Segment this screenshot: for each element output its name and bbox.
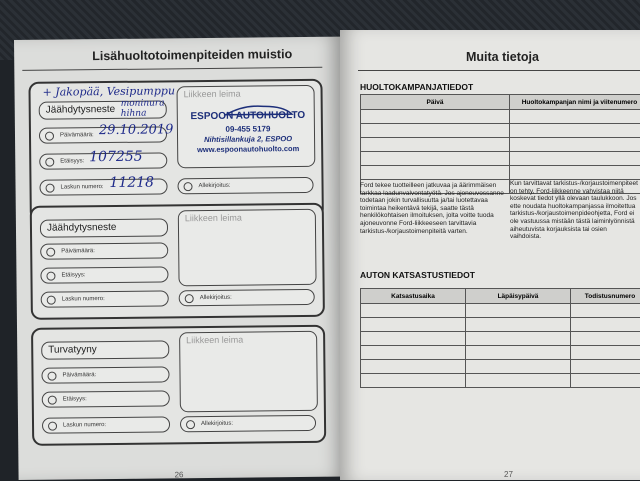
service-name-label: Turvatyyny <box>48 344 97 356</box>
circle-icon <box>46 272 55 281</box>
stamp-label: Liikkeen leima <box>184 89 241 100</box>
table-row <box>361 110 640 124</box>
shop-stamp-area <box>178 209 317 286</box>
mileage-label: Etäisyys: <box>60 158 84 164</box>
shop-stamp-area <box>179 331 318 412</box>
invoice-label: Laskun numero: <box>62 296 105 302</box>
invoice-field <box>41 290 169 307</box>
stamp-address: Nihtisillankuja 2, ESPOO <box>188 134 308 144</box>
service-box-3 <box>31 325 326 446</box>
signature-field <box>180 415 316 432</box>
handwritten-extra: moninura hihna <box>121 98 171 119</box>
table-row <box>361 318 640 332</box>
right-page <box>340 30 640 480</box>
circle-icon <box>186 420 195 429</box>
campaign-text-left: Ford tekee tuotteilleen jatkuvaa ja äärimmäisen tarkkaa laadunvalvontatyötä. Jos ajoneuvossanne todetaan jokin turvallisuutta ja/tai luotettavaa toimintaa heikentävä tekijä, saatte tästä henkilökohtaisen ilmoituksen, jolta voitte tuoda ajoneuvonne Ford-liikkeeseen tarvittavia tarkistus-/korjaustoimenpiteitä varten. <box>360 182 506 235</box>
handwritten-service-name: + Jakopää, Vesipumppu <box>42 84 175 98</box>
left-page-title: Lisähuoltotoimenpiteiden muistio <box>92 47 292 63</box>
date-field <box>40 242 168 259</box>
table-row <box>361 346 640 360</box>
service-name-label: Jäähdytysneste <box>47 222 117 234</box>
page-number-right: 27 <box>504 470 513 479</box>
date-label: Päivämäärä: <box>61 248 95 254</box>
table-row <box>361 138 640 152</box>
date-label: Päivämäärä: <box>62 372 96 378</box>
inspection-table <box>360 288 640 388</box>
handwritten-mileage: 107255 <box>89 149 143 166</box>
table-header: Katsastusaika <box>361 289 466 304</box>
table-row <box>361 124 640 138</box>
page-number-left: 26 <box>175 470 184 479</box>
invoice-label: Laskun numero: <box>61 184 104 190</box>
left-page <box>14 37 345 480</box>
right-page-title: Muita tietoja <box>466 50 539 64</box>
table-header: Huoltokampanjan nimi ja viitenumero <box>510 95 640 110</box>
table-row <box>361 166 640 180</box>
circle-icon <box>45 158 54 167</box>
signature-field <box>179 289 315 306</box>
inspection-heading: AUTON KATSASTUSTIEDOT <box>360 270 475 280</box>
stamp-label: Liikkeen leima <box>185 213 242 224</box>
campaign-table <box>360 94 640 194</box>
signature-label: Allekirjoitus: <box>200 295 232 301</box>
circle-icon <box>45 132 54 141</box>
handwritten-date: 29.10.2019 <box>99 122 174 138</box>
circle-icon <box>47 296 56 305</box>
mileage-label: Etäisyys: <box>63 396 87 402</box>
service-name-field <box>40 218 168 237</box>
shop-stamp-area <box>176 85 315 168</box>
invoice-label: Laskun numero: <box>63 422 106 428</box>
table-header: Päivä <box>361 95 510 110</box>
stamp-phone: 09-455 5179 <box>188 124 308 134</box>
mileage-field <box>40 266 168 283</box>
circle-icon <box>185 294 194 303</box>
table-row <box>361 304 640 318</box>
signature-label: Allekirjoitus: <box>199 183 231 189</box>
table-row <box>361 332 640 346</box>
service-name-field <box>41 340 169 359</box>
service-name-label: Jäähdytysneste <box>46 104 116 116</box>
stamp-label: Liikkeen leima <box>186 335 243 346</box>
service-box-1 <box>28 79 323 222</box>
invoice-field <box>42 416 170 433</box>
table-row <box>361 152 640 166</box>
campaign-heading: HUOLTOKAMPANJATIEDOT <box>360 82 473 92</box>
mileage-field <box>42 390 170 407</box>
table-row <box>361 374 640 388</box>
service-box-2 <box>30 203 325 320</box>
circle-icon <box>48 422 57 431</box>
table-header: Läpäisypäivä <box>466 289 571 304</box>
mileage-label: Etäisyys: <box>61 272 85 278</box>
date-field <box>41 366 169 383</box>
table-header: Todistusnumero <box>571 289 640 304</box>
table-row <box>361 360 640 374</box>
date-label: Päivämäärä: <box>60 132 94 138</box>
stamp-company: ESPOON AUTOHUOLTO <box>188 110 308 122</box>
title-divider <box>22 67 322 71</box>
circle-icon <box>47 372 56 381</box>
title-divider <box>358 70 640 71</box>
handwritten-invoice: 11218 <box>109 175 154 191</box>
circle-icon <box>46 184 55 193</box>
signature-label: Allekirjoitus: <box>201 421 233 427</box>
campaign-text-right: Kun tarvittavat tarkistus-/korjaustoimenpiteet on tehty, Ford-liikkeenne vahvistaa niitä koskevat tiedot yllä olevaan taulukkoon. Jos ette noudata huoltokampanjassa ilmoitettua tarkistus-/korjaustoimenpideohjetta, Ford ei ole vastuussa mistään tästä laiminlyönnistä aiheutuvista korjauksista tai osien vaihdoista. <box>510 180 638 241</box>
signature-field <box>177 177 313 194</box>
stamp-web: www.espoonautohuolto.com <box>188 144 308 154</box>
circle-icon <box>46 248 55 257</box>
circle-icon <box>48 396 57 405</box>
circle-icon <box>183 182 192 191</box>
